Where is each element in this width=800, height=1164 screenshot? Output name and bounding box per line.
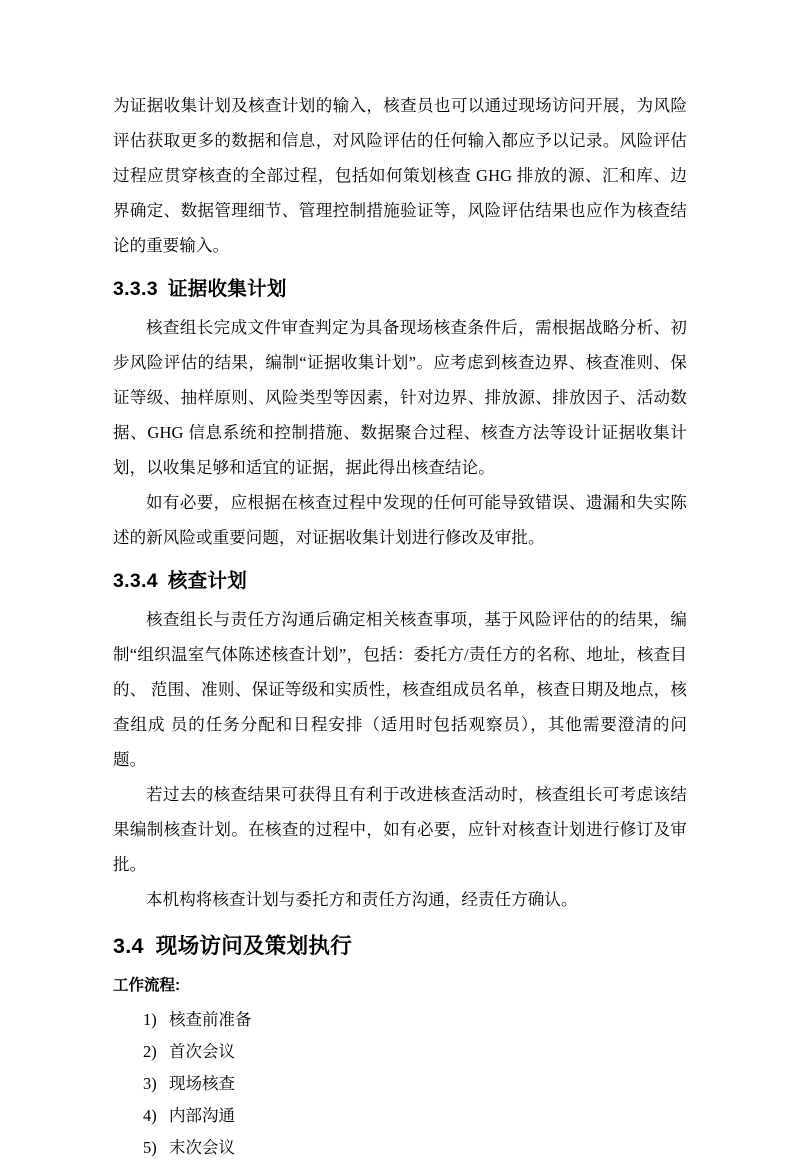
heading-title: 现场访问及策划执行 — [155, 934, 352, 958]
list-item-label: 首次会议 — [169, 1042, 235, 1061]
list-marker: 3) — [143, 1074, 157, 1093]
heading-number: 3.3.3 — [113, 278, 158, 300]
heading-number: 3.4 — [113, 934, 144, 958]
list-item-label: 核查前准备 — [169, 1010, 252, 1029]
subheading-workflow: 工作流程: — [113, 977, 181, 994]
paragraph-evidence-plan-2: 如有必要，应根据在核查过程中发现的任何可能导致错误、遗漏和失实陈述的新风险或重要问题，对证据收集计划进行修改及审批。 — [113, 493, 687, 547]
workflow-list — [113, 1004, 687, 1164]
list-item — [113, 1004, 687, 1036]
list-marker: 4) — [143, 1106, 157, 1125]
heading-number: 3.3.4 — [113, 570, 158, 592]
list-marker: 5) — [143, 1138, 157, 1157]
paragraph-verification-plan-2: 若过去的核查结果可获得且有利于改进核查活动时，核查组长可考虑该结果编制核查计划。在核查的过程中，如有必要，应针对核查计划进行修订及审批。 — [113, 785, 687, 874]
list-item-label: 末次会议 — [169, 1138, 235, 1157]
paragraph-evidence-plan-1: 核查组长完成文件审查判定为具备现场核查条件后，需根据战略分析、初步风险评估的结果，编制“证据收集计划”。应考虑到核查边界、核查准则、保证等级、抽样原则、风险类型等因素，针对边界、排放源、排放因子、活动数据、GHG 信息系统和控制措施、数据聚合过程、核查方法等设计证据收集计划，以收集足够和适宜的证据，据此得出核查结论。 — [113, 318, 687, 477]
list-marker: 1) — [143, 1010, 157, 1029]
heading-title: 核查计划 — [167, 570, 248, 592]
list-marker: 2) — [143, 1042, 157, 1061]
heading-title: 证据收集计划 — [167, 278, 287, 300]
paragraph-verification-plan-1: 核查组长与责任方沟通后确定相关核查事项，基于风险评估的的结果，编制“组织温室气体陈述核查计划”，包括：委托方/责任方的名称、地址，核查目的、 范围、准则、保证等级和实质性，核查组成员名单，核查日期及地点，核查组成 员的任务分配和日程安排（适用时包括观察员），其他需要澄清的问题。 — [113, 610, 687, 769]
list-item — [113, 1036, 687, 1068]
list-item-label: 现场核查 — [169, 1074, 235, 1093]
heading-3-3-3 — [113, 272, 687, 306]
list-item — [113, 1068, 687, 1100]
heading-3-4 — [113, 928, 687, 964]
paragraph-verification-plan-3: 本机构将核查计划与委托方和责任方沟通，经责任方确认。 — [146, 890, 578, 909]
heading-3-3-4 — [113, 564, 687, 598]
paragraph-continuation: 为证据收集计划及核查计划的输入，核查员也可以通过现场访问开展，为风险评估获取更多的数据和信息，对风险评估的任何输入都应予以记录。风险评估过程应贯穿核查的全部过程，包括如何策划核查 GHG 排放的源、汇和库、边界确定、数据管理细节、管理控制措施验证等，风险评估结果也应作为核查结论的重要输入。 — [113, 96, 687, 255]
list-item-label: 内部沟通 — [169, 1106, 235, 1125]
list-item — [113, 1132, 687, 1164]
list-item — [113, 1100, 687, 1132]
